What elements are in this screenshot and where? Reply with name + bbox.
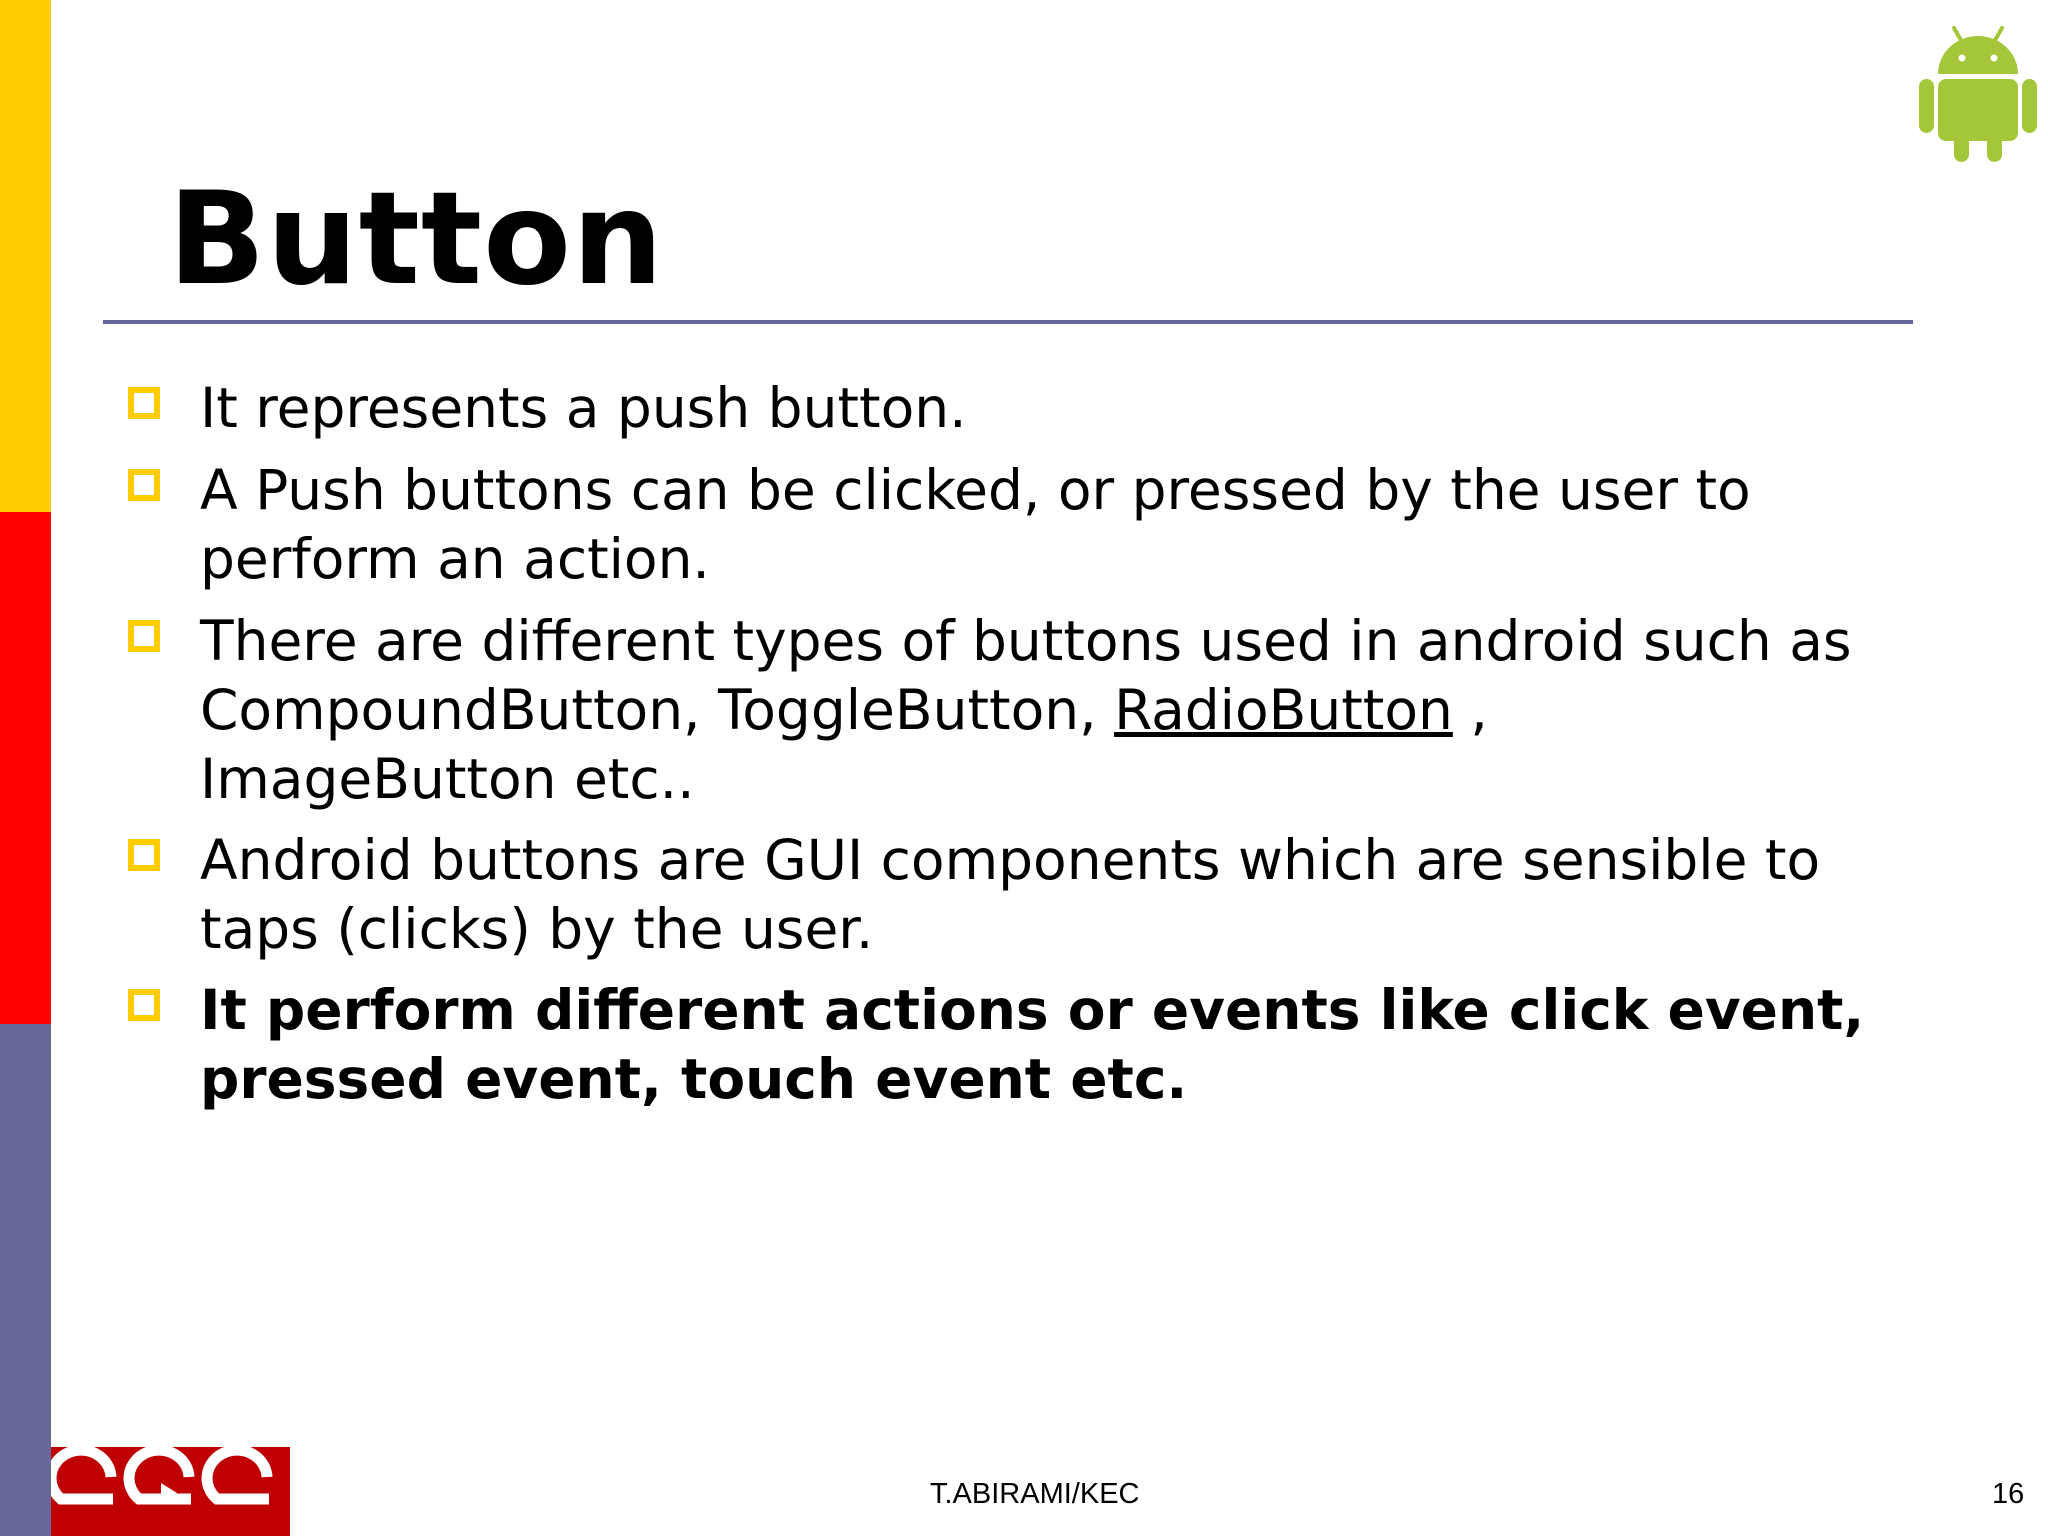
side-bar-red [0,512,51,1024]
side-bar-yellow [0,0,51,512]
page-number: 16 [1992,1478,2025,1510]
radiobutton-link[interactable]: RadioButton [1114,678,1453,742]
title-divider [103,320,1913,324]
bullet-text-after: , ImageButton etc.. [200,678,1488,811]
slide-title: Button [168,165,665,314]
side-bar-purple [0,1024,51,1536]
bullet-text: Android buttons are GUI components which are sensible to taps (clicks) by the user. [200,828,1821,961]
bullet-text [200,607,1960,814]
kec-logo [51,1447,290,1536]
bullet-square-icon [128,469,160,501]
android-robot-icon [1918,22,2038,162]
bullet-square-icon [128,620,160,652]
bullet-text: It represents a push button. [200,376,967,440]
bullet-square-icon [128,387,160,419]
bullet-square-icon [128,839,160,871]
bullet-text: A Push buttons can be clicked, or pressed by the user to perform an action. [200,458,1751,591]
footer-author: T.ABIRAMI/KEC [930,1478,1140,1510]
bullet-text-before: There are different types of buttons used in android such as CompoundButton, ToggleButton, [200,609,1852,742]
bullet-text: It perform different actions or events like click event, pressed event, touch event etc. [200,978,1865,1111]
bullet-square-icon [128,989,160,1021]
